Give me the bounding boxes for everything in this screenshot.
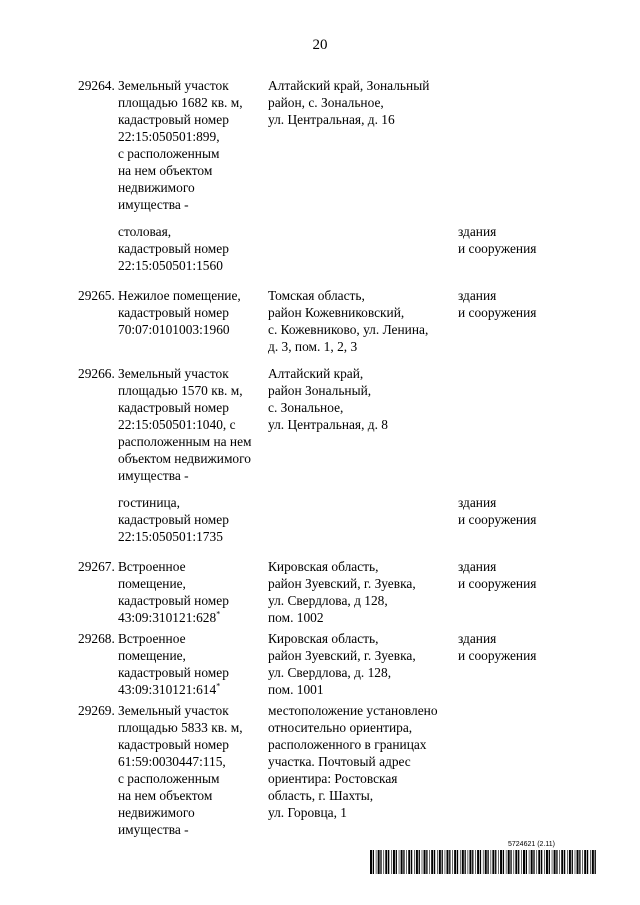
entry-description-line: площадью 5833 кв. м, [118, 720, 243, 735]
entry-description-line: на нем объектом [118, 788, 213, 803]
entry-description-line: Земельный участок [118, 366, 229, 381]
entry-description-line: объектом недвижимого [118, 451, 251, 466]
entry-description-line: имущества - [118, 197, 189, 212]
entry-address [268, 558, 453, 626]
entry-address [268, 702, 453, 821]
entry-purpose [458, 287, 588, 321]
entry-description-line: с расположенным [118, 146, 220, 161]
entry-purpose-line: и сооружения [458, 512, 537, 527]
entry-description-line: площадью 1682 кв. м, [118, 95, 243, 110]
entry-description [118, 287, 266, 338]
entry-description-line: кадастровый номер [118, 665, 229, 680]
entry-description-line: Встроенное [118, 631, 186, 646]
entry-address-line: ул. Центральная, д. 16 [268, 112, 395, 127]
entry-description-line: помещение, [118, 648, 186, 663]
entry-description-line: 22:15:050501:1040, с [118, 417, 236, 432]
entry-purpose-line: здания [458, 288, 497, 303]
entry-address-line: местоположение установлено [268, 703, 438, 718]
entry-address-line: ул. Свердлова, д. 128, [268, 665, 392, 680]
entry-description-line: на нем объектом [118, 163, 213, 178]
barcode-icon [370, 850, 598, 874]
entry-description-line: помещение, [118, 576, 186, 591]
entry-purpose [458, 630, 588, 664]
entry-number: 29264. [78, 78, 115, 93]
entry-description-line: кадастровый номер [118, 593, 229, 608]
entry-purpose-line: здания [458, 495, 497, 510]
entry-purpose-line: здания [458, 631, 497, 646]
entry-description-line: Земельный участок [118, 78, 229, 93]
entry-address-line: относительно ориентира, [268, 720, 413, 735]
entry-address-line: район Зональный, [268, 383, 372, 398]
entry-address-line: район Зуевский, г. Зуевка, [268, 576, 416, 591]
entry-description-line: Нежилое помещение, [118, 288, 241, 303]
entry-description-line: имущества - [118, 822, 189, 837]
entry-number: 29266. [78, 366, 115, 381]
page-number: 20 [312, 37, 328, 53]
entry-description-line: Земельный участок [118, 703, 229, 718]
entry-description [118, 223, 266, 274]
entry-purpose-line: здания [458, 224, 497, 239]
entry-number: 29269. [78, 703, 115, 718]
entry-description-line: 70:07:0101003:1960 [118, 322, 230, 337]
entry-description-line: 22:15:050501:1735 [118, 529, 223, 544]
entry-address-line: ориентира: Ростовская [268, 771, 398, 786]
entry-address-line: пом. 1001 [268, 682, 324, 697]
entry-description-line: недвижимого [118, 180, 195, 195]
entry-address-line: с. Зональное, [268, 400, 344, 415]
entry-address-line: участка. Почтовый адрес [268, 754, 411, 769]
entry-description [118, 77, 266, 213]
entry-description-line: кадастровый номер [118, 112, 229, 127]
entry-address-line: с. Кожевниково, ул. Ленина, [268, 322, 429, 337]
entry-address-line: Алтайский край, Зональный [268, 78, 430, 93]
entry-description-line: с расположенным [118, 771, 220, 786]
entry-address-line: район, с. Зональное, [268, 95, 384, 110]
entry-description [118, 365, 266, 484]
entry-purpose [458, 558, 588, 592]
entry-description [118, 630, 266, 698]
entry-description-line: имущества - [118, 468, 189, 483]
entry-description-line: 22:15:050501:899, [118, 129, 220, 144]
entry-purpose-line: и сооружения [458, 576, 537, 591]
entry-description-line: кадастровый номер [118, 241, 229, 256]
entry-description-line: столовая, [118, 224, 172, 239]
entry-description [118, 494, 266, 545]
entry-description [118, 702, 266, 838]
entry-number: 29268. [78, 631, 115, 646]
entry-description-line: 22:15:050501:1560 [118, 258, 223, 273]
entry-address-line: ул. Центральная, д. 8 [268, 417, 388, 432]
entry-address-line: Алтайский край, [268, 366, 364, 381]
entry-address-line: д. 3, пом. 1, 2, 3 [268, 339, 358, 354]
entry-description-line: кадастровый номер [118, 305, 229, 320]
entry-address-line: ул. Горовца, 1 [268, 805, 347, 820]
entry-purpose [458, 223, 588, 257]
entry-address-line: ул. Свердлова, д 128, [268, 593, 388, 608]
entry-address-line: район Кожевниковский, [268, 305, 405, 320]
entry-description-line: кадастровый номер [118, 512, 229, 527]
barcode-label: 5724621 (2.11) [508, 841, 555, 848]
entry-address [268, 630, 453, 698]
entry-description-line: 43:09:310121:614* [118, 681, 221, 697]
entry-purpose-line: и сооружения [458, 241, 537, 256]
entry-description-line: площадью 1570 кв. м, [118, 383, 243, 398]
entry-address [268, 365, 453, 433]
entry-description-line: расположенным на нем [118, 434, 252, 449]
entry-address [268, 77, 453, 128]
entry-address-line: Томская область, [268, 288, 365, 303]
entry-purpose-line: здания [458, 559, 497, 574]
entry-address-line: район Зуевский, г. Зуевка, [268, 648, 416, 663]
entry-description-line: 61:59:0030447:115, [118, 754, 226, 769]
entry-purpose-line: и сооружения [458, 648, 537, 663]
entry-address-line: область, г. Шахты, [268, 788, 374, 803]
entry-description-line: 43:09:310121:628* [118, 609, 221, 625]
footnote-marker: * [216, 609, 221, 619]
footnote-marker: * [216, 681, 221, 691]
entry-purpose-line: и сооружения [458, 305, 537, 320]
entry-description-line: кадастровый номер [118, 737, 229, 752]
entry-number: 29265. [78, 288, 115, 303]
entry-address [268, 287, 453, 355]
entry-description [118, 558, 266, 626]
entry-address-line: расположенного в границах [268, 737, 427, 752]
entry-description-line: гостиница, [118, 495, 180, 510]
entry-number: 29267. [78, 559, 115, 574]
entry-address-line: Кировская область, [268, 559, 379, 574]
entry-description-line: кадастровый номер [118, 400, 229, 415]
entry-address-line: пом. 1002 [268, 610, 324, 625]
entry-description-line: недвижимого [118, 805, 195, 820]
entry-purpose [458, 494, 588, 528]
entry-description-line: Встроенное [118, 559, 186, 574]
entry-address-line: Кировская область, [268, 631, 379, 646]
